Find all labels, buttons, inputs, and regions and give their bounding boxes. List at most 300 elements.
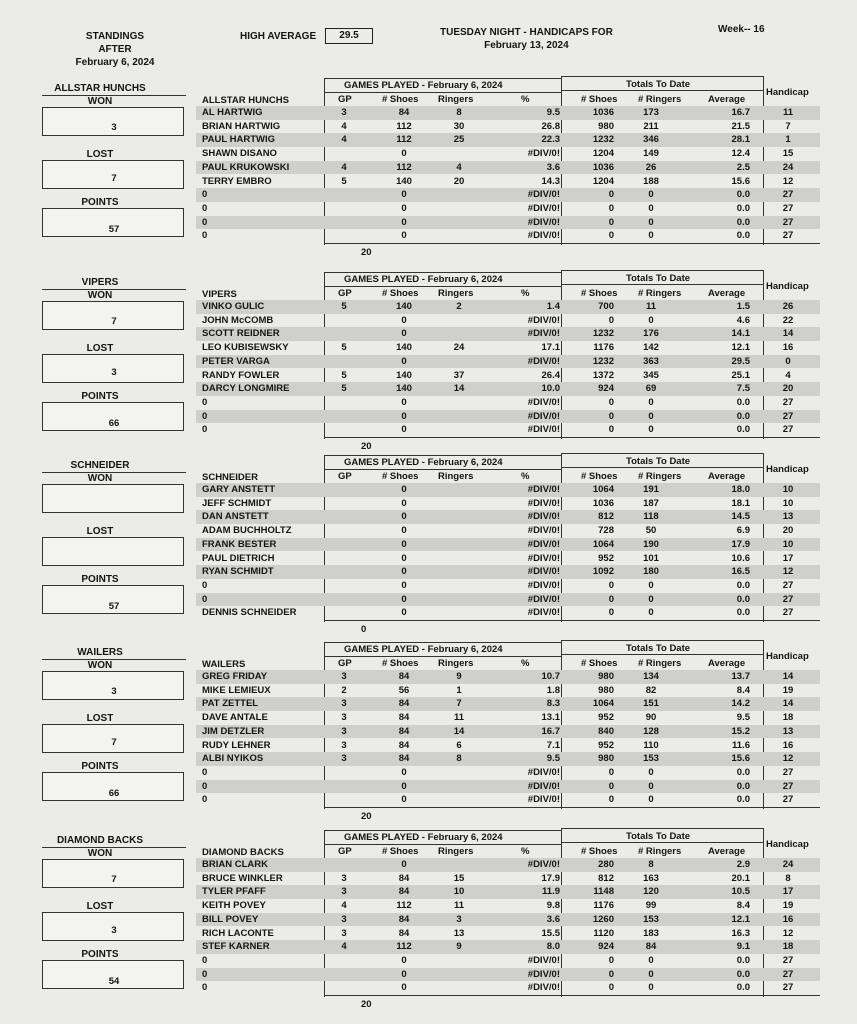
cell-gp: 4 <box>341 134 347 146</box>
cell-name: STEF KARNER <box>202 941 270 953</box>
won-label: WON <box>87 848 113 859</box>
cell-tringers: 0 <box>648 230 654 242</box>
table-row <box>196 120 820 134</box>
team-standing <box>14 272 186 442</box>
cell-name: BILL POVEY <box>202 913 259 925</box>
table-row <box>196 147 820 161</box>
team-total: 20 <box>361 999 372 1010</box>
cell-tringers: 118 <box>643 511 659 523</box>
table-row <box>196 410 820 424</box>
cell-tshoes: 728 <box>598 525 614 537</box>
average-header: Average <box>708 94 746 105</box>
handicap-header: Handicap <box>766 87 809 98</box>
gp-header: GP <box>338 94 352 105</box>
cell-tringers: 0 <box>648 314 654 326</box>
cell-shoes: 84 <box>398 712 410 724</box>
cell-tshoes: 0 <box>608 766 614 778</box>
table-row <box>196 133 820 147</box>
cell-name: DENNIS SCHNEIDER <box>202 607 297 619</box>
cell-hc: 27 <box>782 410 794 422</box>
lost-label: LOST <box>86 526 114 537</box>
cell-name: 0 <box>202 593 208 605</box>
cell-hc: 12 <box>782 927 794 939</box>
cell-gp: 3 <box>341 886 347 898</box>
sheet-date: February 13, 2024 <box>484 40 569 51</box>
cell-tringers: 82 <box>645 684 657 696</box>
cell-avg: 9.5 <box>736 712 750 724</box>
cell-pct: #DIV/0! <box>527 497 560 509</box>
cell-ringers: 15 <box>453 872 465 884</box>
cell-pct: #DIV/0! <box>527 859 560 870</box>
cell-avg: 0.0 <box>736 202 750 214</box>
games-played-header: GAMES PLAYED - February 6, 2024 <box>344 644 503 655</box>
cell-hc: 19 <box>782 900 794 912</box>
cell-avg: 0.0 <box>736 410 750 422</box>
cell-name: 0 <box>202 968 208 980</box>
cell-pct: #DIV/0! <box>527 982 560 994</box>
cell-avg: 15.2 <box>731 725 750 737</box>
cell-tshoes: 280 <box>598 859 614 870</box>
cell-pct: #DIV/0! <box>527 148 560 160</box>
cell-pct: #DIV/0! <box>527 794 560 806</box>
totals-border-top <box>561 828 763 829</box>
cell-hc: 16 <box>782 739 794 751</box>
cell-shoes: 84 <box>398 886 410 898</box>
cell-pct: 11.9 <box>542 886 560 898</box>
cell-tringers: 0 <box>648 794 654 806</box>
cell-tshoes: 980 <box>598 671 614 682</box>
team-table <box>196 78 820 258</box>
cell-tringers: 173 <box>643 107 659 118</box>
lost-label: LOST <box>86 149 114 160</box>
cell-avg: 21.5 <box>731 120 750 132</box>
cell-tringers: 50 <box>645 525 657 537</box>
total-shoes-header: # Shoes <box>581 471 618 482</box>
cell-shoes: 0 <box>401 410 407 422</box>
table-row <box>196 552 820 566</box>
cell-avg: 0.0 <box>736 607 750 619</box>
points-label: POINTS <box>81 574 119 585</box>
gp-header: GP <box>338 288 352 299</box>
subheader-line <box>324 469 561 470</box>
cell-hc: 26 <box>782 301 794 312</box>
cell-gp: 5 <box>341 369 347 381</box>
cell-pct: #DIV/0! <box>527 968 560 980</box>
cell-name: KEITH POVEY <box>202 900 266 912</box>
cell-tringers: 0 <box>648 216 654 228</box>
cell-gp: 3 <box>341 872 347 884</box>
team-table <box>196 455 820 635</box>
cell-shoes: 0 <box>401 189 407 201</box>
ringers-header: Ringers <box>438 288 474 299</box>
won-label: WON <box>87 96 113 107</box>
cell-avg: 25.1 <box>731 369 750 381</box>
cell-name: 0 <box>202 982 208 994</box>
pct-header: % <box>521 471 530 482</box>
cell-name: RUDY LEHNER <box>202 739 271 751</box>
cell-name: 0 <box>202 410 208 422</box>
cell-shoes: 0 <box>401 497 407 509</box>
cell-pct: 3.6 <box>546 913 560 925</box>
ringers-header: Ringers <box>438 471 474 482</box>
cell-name: TYLER PFAFF <box>202 886 266 898</box>
cell-hc: 16 <box>782 913 794 925</box>
cell-shoes: 0 <box>401 484 407 495</box>
cell-ringers: 4 <box>456 161 462 173</box>
won-label: WON <box>87 290 113 301</box>
cell-hc: 19 <box>782 684 794 696</box>
cell-avg: 0.0 <box>736 982 750 994</box>
won-value: 7 <box>111 316 117 327</box>
cell-hc: 4 <box>785 369 791 381</box>
cell-hc: 27 <box>782 216 794 228</box>
cell-name: 0 <box>202 579 208 591</box>
cell-tringers: 345 <box>643 369 659 381</box>
cell-tshoes: 1064 <box>592 538 614 550</box>
cell-shoes: 0 <box>401 968 407 980</box>
cell-shoes: 84 <box>398 671 410 682</box>
cell-shoes: 0 <box>401 511 407 523</box>
gp-header: GP <box>338 846 352 857</box>
cell-avg: 0.0 <box>736 230 750 242</box>
cell-tshoes: 1260 <box>592 913 614 925</box>
cell-avg: 9.1 <box>736 941 750 953</box>
table-row <box>196 202 820 216</box>
cell-hc: 7 <box>785 120 791 132</box>
cell-tshoes: 0 <box>608 230 614 242</box>
cell-tshoes: 0 <box>608 968 614 980</box>
cell-tshoes: 952 <box>598 552 614 564</box>
cell-pct: 10.0 <box>541 383 560 395</box>
shoes-header: # Shoes <box>382 288 419 299</box>
table-border-top <box>324 272 561 273</box>
cell-tshoes: 1148 <box>593 886 614 898</box>
team-table-name: VIPERS <box>202 289 237 300</box>
cell-name: MIKE LEMIEUX <box>202 684 271 696</box>
total-shoes-header: # Shoes <box>581 846 618 857</box>
cell-hc: 16 <box>782 342 794 354</box>
cell-tshoes: 1120 <box>593 927 614 939</box>
cell-name: ADAM BUCHHOLTZ <box>202 525 292 537</box>
cell-name: FRANK BESTER <box>202 538 277 550</box>
cell-pct: 3.6 <box>546 161 560 173</box>
table-row <box>196 711 820 725</box>
won-box <box>42 484 184 513</box>
cell-pct: 13.1 <box>541 712 560 724</box>
total-ringers-header: # Ringers <box>638 288 682 299</box>
cell-hc: 17 <box>782 886 794 898</box>
cell-shoes: 0 <box>401 982 407 994</box>
cell-name: BRUCE WINKLER <box>202 872 283 884</box>
team-standing <box>14 642 186 812</box>
shoes-header: # Shoes <box>382 658 419 669</box>
table-border-bottom <box>324 243 820 244</box>
cell-tshoes: 0 <box>608 202 614 214</box>
cell-avg: 10.6 <box>731 552 750 564</box>
cell-ringers: 24 <box>453 342 465 354</box>
cell-ringers: 6 <box>456 739 462 751</box>
high-average-value: 29.5 <box>325 28 373 44</box>
cell-pct: 17.9 <box>541 872 560 884</box>
cell-ringers: 9 <box>456 671 462 682</box>
totals-border-top <box>561 640 763 641</box>
cell-shoes: 0 <box>401 148 407 160</box>
cell-shoes: 0 <box>401 579 407 591</box>
cell-shoes: 112 <box>396 134 412 146</box>
cell-gp: 3 <box>341 725 347 737</box>
handicap-header: Handicap <box>766 651 809 662</box>
cell-ringers: 7 <box>456 698 462 710</box>
cell-tshoes: 1232 <box>592 328 614 340</box>
table-row <box>196 606 820 620</box>
cell-gp: 3 <box>341 913 347 925</box>
team-standing-name: DIAMOND BACKS <box>56 835 144 846</box>
cell-avg: 0.0 <box>736 396 750 408</box>
won-value: 7 <box>111 874 117 885</box>
table-row <box>196 106 820 120</box>
cell-avg: 17.9 <box>731 538 750 550</box>
cell-hc: 0 <box>785 355 791 367</box>
cell-pct: #DIV/0! <box>527 314 560 326</box>
pct-header: % <box>521 288 530 299</box>
cell-shoes: 0 <box>401 396 407 408</box>
cell-hc: 24 <box>782 161 794 173</box>
cell-hc: 27 <box>782 954 794 966</box>
cell-name: JEFF SCHMIDT <box>202 497 272 509</box>
cell-tringers: 0 <box>648 396 654 408</box>
cell-ringers: 37 <box>453 369 465 381</box>
cell-pct: #DIV/0! <box>527 216 560 228</box>
cell-tringers: 0 <box>648 424 654 436</box>
table-row <box>196 954 820 968</box>
cell-name: GARY ANSTETT <box>202 484 276 495</box>
pct-header: % <box>521 658 530 669</box>
cell-hc: 27 <box>782 593 794 605</box>
team-table-name: WAILERS <box>202 659 246 670</box>
cell-pct: #DIV/0! <box>527 607 560 619</box>
table-row <box>196 885 820 899</box>
cell-tringers: 84 <box>645 941 657 953</box>
cell-pct: #DIV/0! <box>527 525 560 537</box>
points-value: 66 <box>108 418 120 429</box>
cell-tshoes: 1176 <box>593 342 614 354</box>
cell-hc: 20 <box>782 525 794 537</box>
cell-ringers: 20 <box>453 175 465 187</box>
cell-hc: 27 <box>782 780 794 792</box>
cell-tshoes: 1204 <box>592 148 614 160</box>
cell-pct: #DIV/0! <box>527 954 560 966</box>
cell-hc: 27 <box>782 396 794 408</box>
cell-tshoes: 0 <box>608 954 614 966</box>
subheader-line-totals <box>561 90 763 91</box>
cell-tringers: 176 <box>643 328 659 340</box>
cell-gp: 5 <box>341 383 347 395</box>
table-row <box>196 579 820 593</box>
cell-tshoes: 1232 <box>592 134 614 146</box>
cell-tshoes: 0 <box>608 189 614 201</box>
average-header: Average <box>708 846 746 857</box>
cell-avg: 0.0 <box>736 968 750 980</box>
cell-pct: 10.7 <box>541 671 560 682</box>
totals-border-top <box>561 270 763 271</box>
cell-tringers: 0 <box>648 189 654 201</box>
cell-tshoes: 1064 <box>592 484 614 495</box>
table-row <box>196 369 820 383</box>
cell-shoes: 0 <box>401 424 407 436</box>
cell-shoes: 112 <box>396 941 412 953</box>
cell-hc: 18 <box>782 941 794 953</box>
cell-tringers: 99 <box>645 900 657 912</box>
cell-avg: 1.5 <box>736 301 750 312</box>
cell-hc: 12 <box>782 753 794 765</box>
cell-tshoes: 840 <box>598 725 614 737</box>
cell-pct: 15.5 <box>541 927 560 939</box>
cell-avg: 0.0 <box>736 766 750 778</box>
pct-header: % <box>521 94 530 105</box>
cell-tringers: 346 <box>643 134 659 146</box>
cell-pct: 22.3 <box>541 134 560 146</box>
table-row <box>196 314 820 328</box>
cell-name: TERRY EMBRO <box>202 175 272 187</box>
cell-avg: 0.0 <box>736 579 750 591</box>
cell-name: JIM DETZLER <box>202 725 265 737</box>
points-value: 66 <box>108 788 120 799</box>
cell-shoes: 140 <box>396 383 412 395</box>
total-shoes-header: # Shoes <box>581 658 618 669</box>
cell-name: 0 <box>202 954 208 966</box>
cell-ringers: 25 <box>453 134 465 146</box>
table-row <box>196 940 820 954</box>
cell-tringers: 90 <box>645 712 657 724</box>
cell-shoes: 84 <box>398 927 410 939</box>
cell-shoes: 84 <box>398 107 410 118</box>
total-ringers-header: # Ringers <box>638 471 682 482</box>
cell-ringers: 9 <box>456 941 462 953</box>
cell-name: 0 <box>202 216 208 228</box>
cell-pct: #DIV/0! <box>527 593 560 605</box>
week-label: Week-- 16 <box>718 24 765 35</box>
cell-shoes: 112 <box>396 120 412 132</box>
cell-hc: 14 <box>782 671 794 682</box>
cell-ringers: 3 <box>456 913 462 925</box>
cell-pct: 1.4 <box>546 301 560 312</box>
cell-tshoes: 0 <box>608 593 614 605</box>
cell-gp: 5 <box>341 301 347 312</box>
cell-avg: 14.1 <box>731 328 750 340</box>
points-value: 54 <box>108 976 120 987</box>
cell-name: DAN ANSTETT <box>202 511 269 523</box>
cell-hc: 14 <box>782 328 794 340</box>
team-table <box>196 830 820 1010</box>
cell-ringers: 8 <box>456 753 462 765</box>
cell-pct: #DIV/0! <box>527 328 560 340</box>
cell-shoes: 84 <box>398 753 410 765</box>
cell-tshoes: 1036 <box>592 497 614 509</box>
subheader-line <box>324 92 561 93</box>
table-border-bottom <box>324 807 820 808</box>
cell-hc: 10 <box>782 538 794 550</box>
table-row <box>196 913 820 927</box>
cell-tringers: 8 <box>648 859 654 870</box>
cell-name: BRIAN CLARK <box>202 859 268 870</box>
table-row <box>196 216 820 230</box>
cell-tringers: 190 <box>643 538 659 550</box>
table-border-top <box>324 830 561 831</box>
table-row <box>196 670 820 684</box>
cell-avg: 0.0 <box>736 424 750 436</box>
cell-pct: #DIV/0! <box>527 410 560 422</box>
team-total: 0 <box>361 624 367 635</box>
cell-tringers: 0 <box>648 766 654 778</box>
cell-tringers: 153 <box>643 753 659 765</box>
cell-avg: 18.0 <box>731 484 750 495</box>
cell-gp: 4 <box>341 900 347 912</box>
cell-shoes: 140 <box>396 342 412 354</box>
cell-shoes: 0 <box>401 355 407 367</box>
cell-shoes: 56 <box>398 684 410 696</box>
lost-label: LOST <box>86 713 114 724</box>
team-table-name: DIAMOND BACKS <box>202 847 284 858</box>
cell-shoes: 84 <box>398 698 410 710</box>
cell-hc: 27 <box>782 424 794 436</box>
cell-gp: 3 <box>341 927 347 939</box>
cell-tshoes: 924 <box>598 383 614 395</box>
cell-tshoes: 952 <box>598 712 614 724</box>
table-row <box>196 510 820 524</box>
ringers-header: Ringers <box>438 94 474 105</box>
cell-pct: #DIV/0! <box>527 424 560 436</box>
standings-header <box>60 30 170 69</box>
cell-shoes: 0 <box>401 593 407 605</box>
shoes-header: # Shoes <box>382 94 419 105</box>
table-row <box>196 538 820 552</box>
cell-tshoes: 0 <box>608 424 614 436</box>
cell-gp: 5 <box>341 175 347 187</box>
cell-tshoes: 1176 <box>593 900 614 912</box>
cell-ringers: 2 <box>456 301 462 312</box>
table-row <box>196 793 820 807</box>
cell-hc: 11 <box>782 107 794 118</box>
cell-avg: 10.5 <box>731 886 750 898</box>
cell-hc: 13 <box>782 511 794 523</box>
cell-name: RICH LACONTE <box>202 927 274 939</box>
team-standing-name: VIPERS <box>81 277 119 288</box>
cell-tshoes: 1204 <box>592 175 614 187</box>
cell-pct: #DIV/0! <box>527 484 560 495</box>
lost-value: 3 <box>111 367 117 378</box>
totals-header: Totals To Date <box>626 456 691 467</box>
cell-ringers: 14 <box>453 383 465 395</box>
standings-line-2: AFTER <box>98 44 132 55</box>
cell-avg: 0.0 <box>736 954 750 966</box>
cell-tringers: 101 <box>643 552 659 564</box>
cell-gp: 4 <box>341 161 347 173</box>
cell-tshoes: 980 <box>598 684 614 696</box>
cell-tringers: 134 <box>643 671 659 682</box>
cell-name: RANDY FOWLER <box>202 369 280 381</box>
table-row <box>196 968 820 982</box>
cell-tringers: 0 <box>648 410 654 422</box>
shoes-header: # Shoes <box>382 846 419 857</box>
table-row <box>196 341 820 355</box>
cell-avg: 2.5 <box>736 161 750 173</box>
team-total: 20 <box>361 247 372 258</box>
handicap-header: Handicap <box>766 839 809 850</box>
ringers-header: Ringers <box>438 846 474 857</box>
table-row <box>196 872 820 886</box>
cell-pct: 9.5 <box>546 753 560 765</box>
cell-name: PAUL KRUKOWSKI <box>202 161 290 173</box>
